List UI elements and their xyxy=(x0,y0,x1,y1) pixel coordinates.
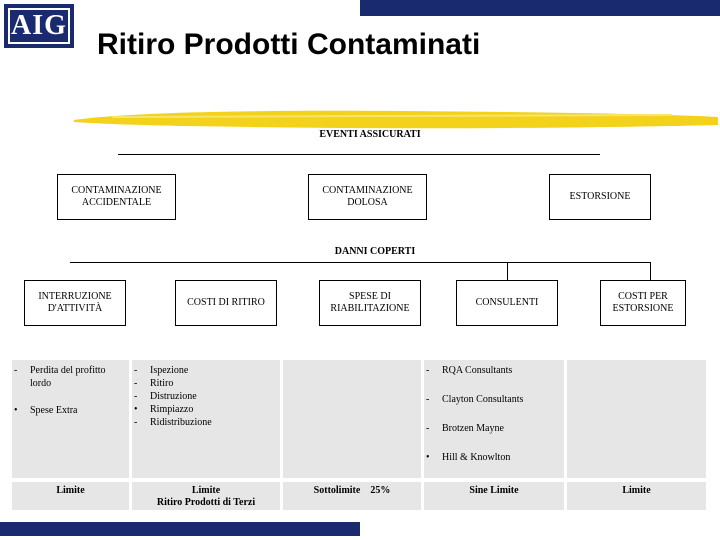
limit-cell-2 xyxy=(132,482,280,510)
list-item: • Rimpiazzo xyxy=(134,404,194,415)
connector-consulenti xyxy=(507,262,508,280)
box-costi-per-estorsione: COSTI PER ESTORSIONE xyxy=(600,280,686,326)
detail-cell-interruzione xyxy=(12,360,129,478)
bottom-accent-bar xyxy=(0,522,360,536)
limit-cell-4: Sine Limite xyxy=(424,482,564,510)
list-item: - Brotzen Mayne xyxy=(426,423,504,434)
limit-cell-5: Limite xyxy=(567,482,706,510)
list-item: • Spese Extra xyxy=(14,405,78,416)
detail-cell-ritiro xyxy=(132,360,280,478)
connector-estorsione xyxy=(650,262,651,280)
limit-cell-2-line1: Limite xyxy=(191,485,221,496)
eventi-heading: EVENTI ASSICURATI xyxy=(319,129,421,140)
detail-cell-consulenti xyxy=(424,360,564,478)
list-item: - RQA Consultants xyxy=(426,365,513,376)
list-item: • Hill & Knowlton xyxy=(426,452,511,463)
top-accent-bar xyxy=(360,0,720,16)
danni-heading: DANNI COPERTI xyxy=(334,246,416,257)
box-contaminazione-accidentale: CONTAMINAZIONE ACCIDENTALE xyxy=(57,174,176,220)
detail-cell-riabilitazione xyxy=(283,360,421,478)
aig-logo-text: AIG xyxy=(8,8,70,44)
list-item: - Ispezione xyxy=(134,365,189,376)
limit-cell-1: Limite xyxy=(12,482,129,510)
page-title: Ritiro Prodotti Contaminati xyxy=(97,28,481,61)
eventi-rule xyxy=(118,154,600,155)
list-item: - Clayton Consultants xyxy=(426,394,524,405)
limit-cell-3: Sottolimite 25% xyxy=(283,482,421,510)
box-contaminazione-dolosa: CONTAMINAZIONE DOLOSA xyxy=(308,174,427,220)
detail-cell-estorsione xyxy=(567,360,706,478)
box-costi-di-ritiro: COSTI DI RITIRO xyxy=(175,280,277,326)
box-spese-di-riabilitazione: SPESE DI RIABILITAZIONE xyxy=(319,280,421,326)
list-item: - Ritiro xyxy=(134,378,174,389)
list-item: - Ridistribuzione xyxy=(134,417,212,428)
limit-cell-2-line2: Ritiro Prodotti di Terzi xyxy=(156,497,256,508)
box-estorsione: ESTORSIONE xyxy=(549,174,651,220)
highlight-brush-stroke xyxy=(72,108,720,130)
danni-rule xyxy=(70,262,651,263)
list-item: - Distruzione xyxy=(134,391,197,402)
aig-logo xyxy=(4,4,74,48)
box-interruzione-attivita: INTERRUZIONE D'ATTIVITÀ xyxy=(24,280,126,326)
box-consulenti: CONSULENTI xyxy=(456,280,558,326)
list-item: - Perdita del profitto lordo xyxy=(14,365,106,389)
